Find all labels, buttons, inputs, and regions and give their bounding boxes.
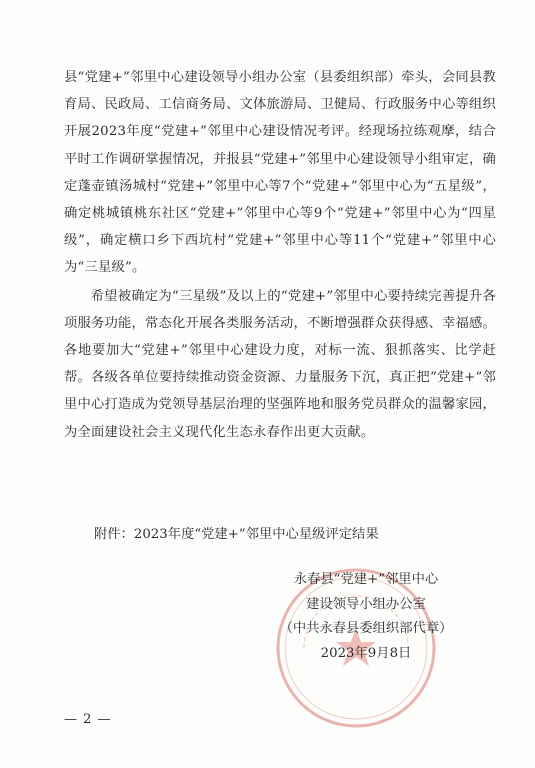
body-paragraph-1: 县“党建+”邻里中心建设领导小组办公室（县委组织部）牵头，会同县教育局、民政局、工信商务局、文体旅游局、卫健局、行政服务中心等组织开展2023年度“党建+”邻里中心建设情况考评。经现场拉练观摩，结合平时工作调研掌握情况，并报县“党建+”邻里中心建设领导小组审定，确定蓬壶镇汤城村“党建+”邻里中心等7个“党建+”邻里中心为“五星级”，确定桃城镇桃东社区“党建+”邻里中心等9个“党建+”邻里中心为“四星级”，确定横口乡下西坑村“党建+”邻里中心等11个“党建+”邻里中心为“三星级”。: [64, 70, 496, 276]
signature-line-1: 永春县“党建+”邻里中心: [293, 572, 439, 587]
body-paragraph-2: 希望被确定为“三星级”及以上的“党建+”邻里中心要持续完善提升各项服务功能，常态化开展各类服务活动，不断增强群众获得感、幸福感。各地要加大“党建+”邻里中心建设力度，对标一流、狠抓落实、比学赶帮。各级各单位要持续推动资金资源、力量服务下沉，真正把“党建+”邻里中心打造成为党领导基层治理的坚强阵地和服务党员群众的温馨家园，为全面建设社会主义现代化生态永春作出更大贡献。: [64, 288, 496, 440]
signature-line-3: （中共永春县委组织部代章）: [279, 621, 453, 636]
document-body: [64, 64, 496, 446]
signature-block: [256, 568, 476, 666]
signature-line-2: 建设领导小组办公室: [306, 596, 426, 612]
attachment-line: 附件：2023年度“党建+”邻里中心星级评定结果: [94, 527, 379, 542]
page-number: — 2 —: [64, 712, 112, 727]
signature-date: 2023年9月8日: [320, 645, 412, 661]
